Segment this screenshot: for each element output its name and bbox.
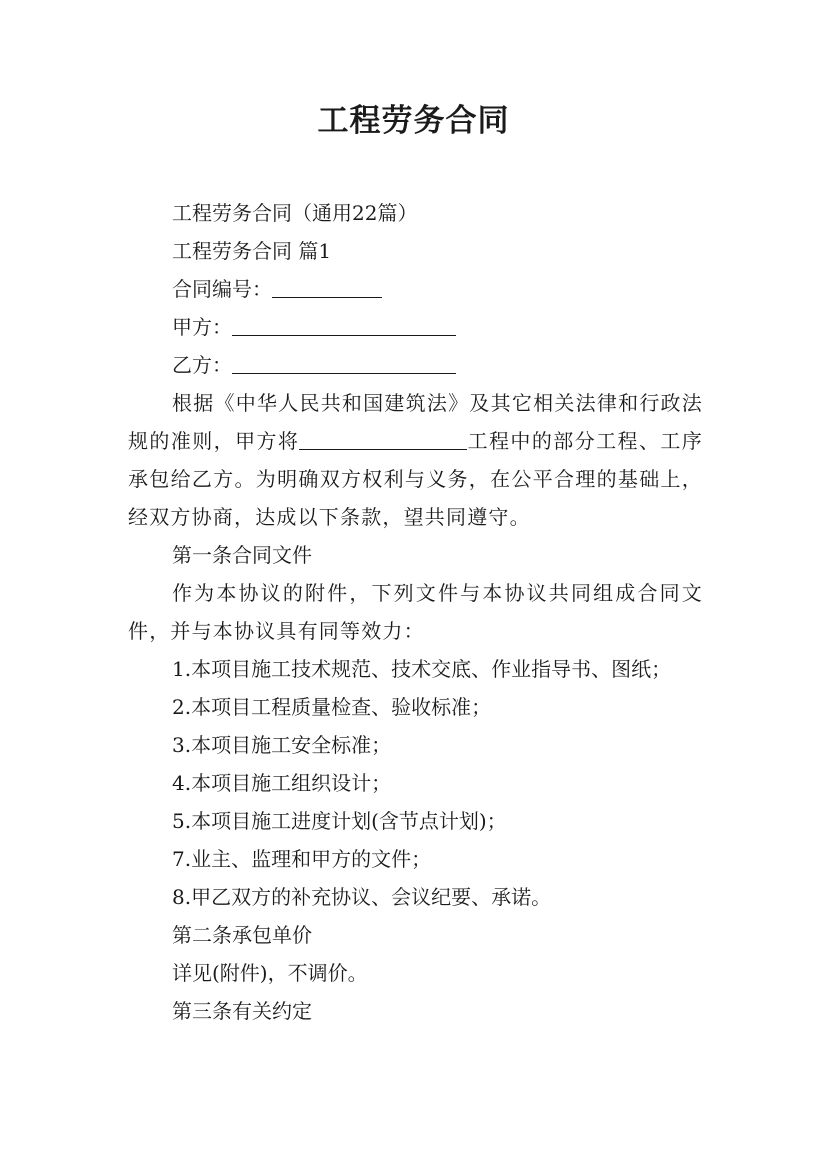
list-item: 2.本项目工程质量检查、验收标准； (172, 695, 492, 719)
list-item: 4.本项目施工组织设计； (172, 771, 392, 795)
subtitle: 工程劳务合同（通用22篇） (172, 201, 418, 225)
contract-number-blank (272, 275, 382, 298)
list-item: 3.本项目施工安全标准； (172, 733, 392, 757)
article-2-text: 详见(附件)，不调价。 (172, 961, 368, 985)
intro-text-after: 工程中的部分工程、工序承包给乙方。为明确双方权利与义务，在公平合理的基础上，经双方协商，达成以下条款，望共同遵守。 (128, 429, 703, 529)
party-b-label: 乙方： (172, 353, 232, 377)
article-2-title: 第二条承包单价 (172, 923, 312, 947)
list-item: 5.本项目施工进度计划(含节点计划)； (172, 809, 507, 833)
article-3-title: 第三条有关约定 (172, 999, 312, 1023)
contract-number-line (128, 270, 703, 308)
intro-paragraph (128, 384, 703, 536)
part-heading: 工程劳务合同 篇1 (172, 239, 332, 263)
project-name-blank (299, 427, 467, 450)
article-1-text: 作为本协议的附件，下列文件与本协议共同组成合同文件，并与本协议具有同等效力： (128, 581, 703, 643)
contract-number-label: 合同编号： (172, 277, 272, 301)
list-item: 8.甲乙双方的补充协议、会议纪要、承诺。 (172, 885, 552, 909)
article-1-title: 第一条合同文件 (172, 543, 312, 567)
party-a-label: 甲方： (172, 315, 232, 339)
party-a-blank (232, 313, 456, 336)
document-title: 工程劳务合同 (317, 103, 510, 139)
document-body (128, 194, 703, 1030)
intro-text-before: 根据《中华人民共和国建筑法》及其它相关法律和行政法规的准则，甲方将 (128, 391, 703, 453)
party-b-line (128, 346, 703, 384)
party-a-line (128, 308, 703, 346)
party-b-blank (232, 351, 456, 374)
list-item: 7.业主、监理和甲方的文件； (172, 847, 432, 871)
list-item: 1.本项目施工技术规范、技术交底、作业指导书、图纸； (172, 657, 672, 681)
